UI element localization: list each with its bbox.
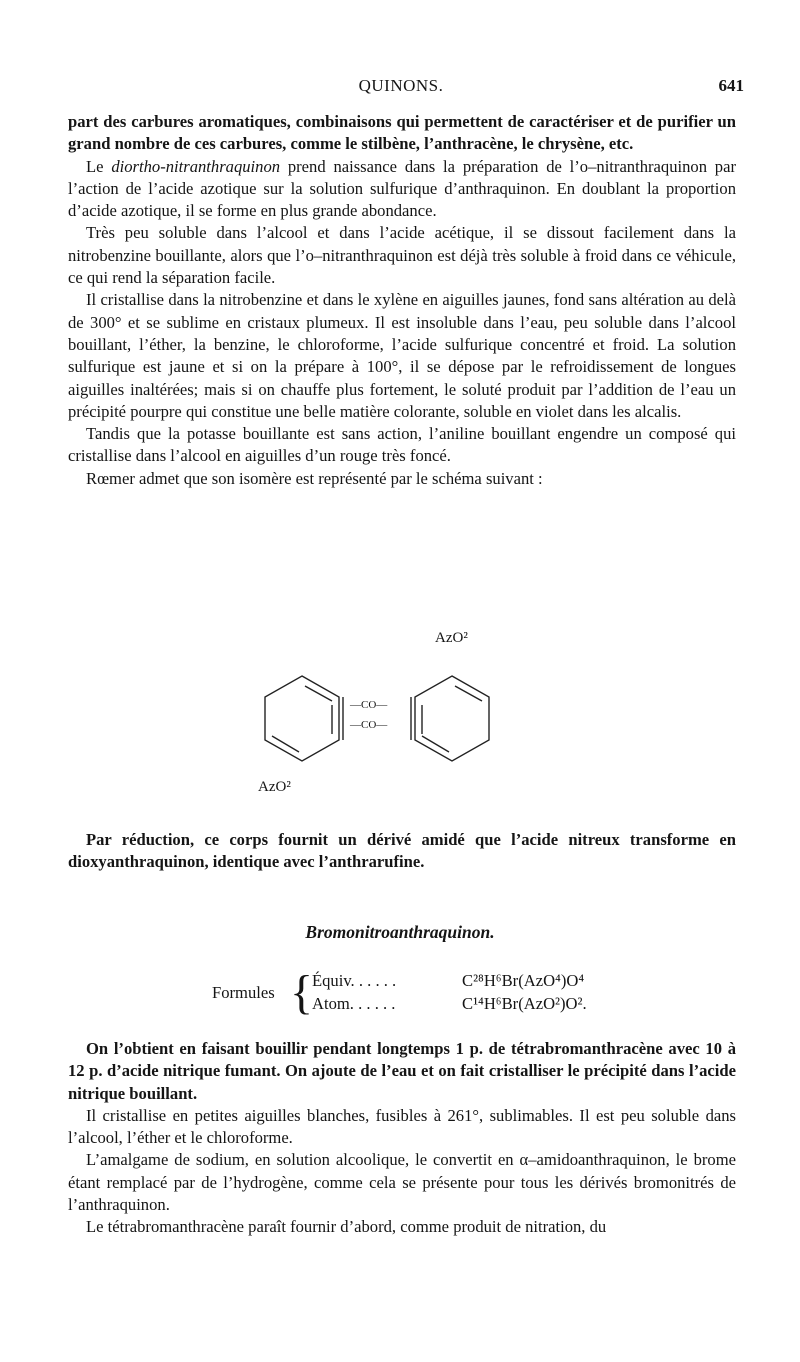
scheme-drawing xyxy=(250,628,550,808)
formulas-label: Formules xyxy=(212,983,275,1002)
compound-name-dinitro: diortho-nitranthraquinon xyxy=(111,156,281,176)
formula-row-value: C¹⁴H⁶Br(AzO²)O². xyxy=(462,994,587,1013)
text-block-middle xyxy=(68,829,736,874)
formula-row-name: Atom. . . . . . xyxy=(312,994,396,1013)
paragraph: On l’obtient en faisant bouillir pendant longtemps 1 p. de tétrabromanthracène avec 10 à 12 p. d’acide nitrique fumant. On ajoute de l’eau et on fait cristalliser le précipité dans l’acide nitrique bouillant. xyxy=(68,1039,736,1103)
right-inner-bond xyxy=(422,736,449,752)
running-title: QUINONS. xyxy=(358,76,444,95)
left-inner-bond xyxy=(305,686,332,701)
paragraph: Il cristallise en petites aiguilles blanches, fusibles à 261°, sublimables. Il est peu soluble dans l’alcool, l’éther et le chloroforme. xyxy=(68,1105,736,1148)
text-block-bottom xyxy=(68,1038,736,1239)
azo-top-label: AzO² xyxy=(435,630,468,646)
paragraph: Il cristallise dans la nitrobenzine et dans le xylène en aiguilles jaunes, fond sans altération au delà de 300° et se sublime en cristaux plumeux. Il est insoluble dans l’eau, peu soluble dans l’alcool bouillant, l’éther, la benzine, le chloroforme, l’acide sulfurique concentré et froid. La solution sulfurique est jaune et si on la prépare à 100°, il se dépose par le refroidissement de longues aiguilles inaltérées; mais si on chauffe plus fortement, le soluté produit par l’addition de l’eau un précipité pourpre qui constitue une belle matière colorante, soluble en violet dans les alcalis. xyxy=(68,290,736,421)
paragraph-dinitro-intro: Le xyxy=(86,156,104,176)
page-number: 641 xyxy=(718,76,744,95)
right-hexagon xyxy=(415,676,489,761)
brace-icon: { xyxy=(290,966,314,1019)
formula-row xyxy=(312,994,632,1014)
paragraph: Le tétrabromanthracène paraît fournir d’abord, comme produit de nitration, du xyxy=(86,1217,607,1237)
paragraph: Tandis que la potasse bouillante est sans action, l’aniline bouillant engendre un composé qui cristallise dans l’alcool en aiguilles d’un rouge très foncé. xyxy=(68,424,736,466)
formula-row-value: C²⁸H⁶Br(AzO⁴)O⁴ xyxy=(462,971,585,990)
paragraph: Rœmer admet que son isomère est représenté par le schéma suivant : xyxy=(86,468,543,488)
left-inner-bond xyxy=(272,736,299,752)
formulas-block xyxy=(212,965,632,1025)
co-bridge-upper: —CO— xyxy=(350,699,388,711)
right-inner-bond xyxy=(455,686,482,701)
formula-row xyxy=(312,971,632,991)
structural-scheme xyxy=(250,628,550,808)
formula-row-name: Équiv. . . . . . xyxy=(312,971,397,990)
section-title: Bromonitroanthraquinon. xyxy=(305,922,495,942)
paragraph: Très peu soluble dans l’alcool et dans l’acide acétique, il se dissout facilement dans la nitrobenzine bouillante, alors que l’o–nitranthraquinon est déjà très soluble à froid dans ce véhicule, ce qui rend la séparation facile. xyxy=(68,223,736,288)
text-block-top xyxy=(68,111,736,490)
left-hexagon xyxy=(265,676,339,761)
paragraph-reduction: Par réduction, ce corps fournit un dérivé amidé que l’acide nitreux transforme en dioxyanthraquinon, identique avec l’anthrarufine. xyxy=(68,830,736,872)
paragraph: L’amalgame de sodium, en solution alcoolique, le convertit en α–amidoanthraquinon, le brome étant remplacé par de l’hydrogène, comme cela se présente pour tous les dérivés bromonitrés de l’anthraquinon. xyxy=(68,1150,736,1215)
co-bridge-lower: —CO— xyxy=(350,719,388,731)
paragraph-dinitro xyxy=(68,156,736,223)
running-head xyxy=(64,76,744,102)
paragraph-dinitro-body: prend naissance dans la préparation de l’o–nitranthraquinon par l’action de l’acide azotique sur la solution sulfurique d’anthraquinon. En doublant la proportion d’acide azotique, il se forme en plus grande abondance. xyxy=(68,156,736,221)
azo-bottom-label: AzO² xyxy=(258,779,291,795)
paragraph: part des carbures aromatiques, combinaisons qui permettent de caractériser et de purifier un grand nombre de ces carbures, comme le stilbène, l’anthracène, le chrysène, etc. xyxy=(68,112,736,154)
